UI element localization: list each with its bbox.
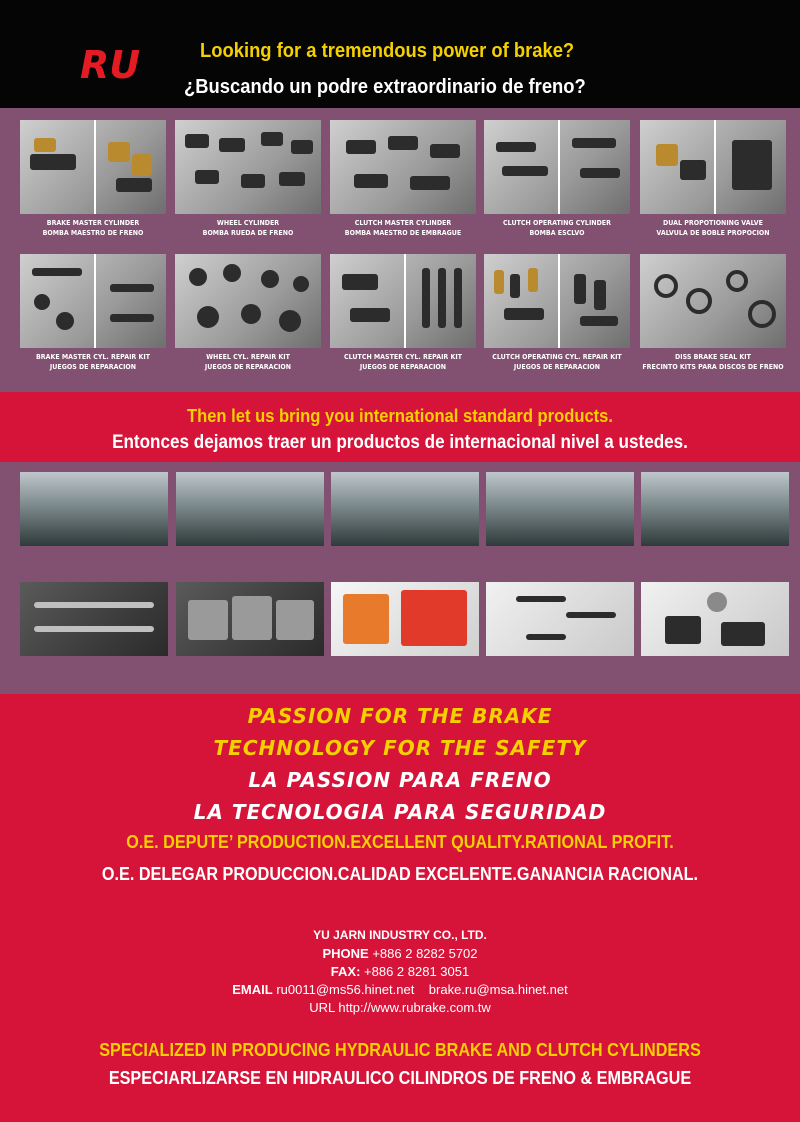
wheel-cylinder-photo [641,582,789,656]
ru-logo-icon [78,40,166,86]
product-caption-en: WHEEL CYLINDER [216,219,280,227]
packaging-photo [331,582,479,656]
parts-photo [20,582,168,656]
product-caption-en: CLUTCH MASTER CYLINDER [354,219,452,227]
oe-statement-en: O.E. DEPUTE’ PRODUCTION.EXCELLENT QUALITY.RATIONAL PROFIT. [126,832,674,852]
tagline-en: Then let us bring you international standard products. [186,406,613,426]
product-caption-en: CLUTCH OPERATING CYL. REPAIR KIT [492,353,622,361]
product-caption-es: BOMBA MAESTRO DE FRENO [42,229,144,237]
product-section [0,108,800,392]
header-question-en: Looking for a tremendous power of brake? [200,40,575,62]
phone-line [0,946,800,961]
product-caption-es: JUEGOS DE REPARACION [513,363,601,371]
phone-label: PHONE [322,946,369,961]
product-caption-es: JUEGOS DE REPARACION [49,363,137,371]
product-caption-es: BOMBA ESCLVO [529,229,585,237]
product-caption-es: BOMBA MAESTRO DE EMBRAGUE [344,229,462,237]
footer-specialty-en: SPECIALIZED IN PRODUCING HYDRAULIC BRAKE AND CLUTCH CYLINDERS [99,1040,701,1060]
product-photo [175,120,321,214]
fax-line [0,964,800,979]
tagline-es: Entonces dejamos traer un productos de internacional nivel a ustedes. [112,432,688,453]
pistons-photo [486,582,634,656]
footer-specialty-es: ESPECIARLIZARSE EN HIDRAULICO CILINDROS DE FRENO & EMBRAGUE [108,1068,692,1088]
product-photo [20,120,166,214]
product-photo [20,254,166,348]
product-photo [640,254,786,348]
factory-gallery [0,462,800,694]
slogan-technology-en: TECHNOLOGY FOR THE SAFETY [213,736,587,760]
email-label: EMAIL [232,982,273,997]
fax-value: +886 2 8281 3051 [364,964,470,979]
url-label: URL [309,1000,335,1015]
product-caption-es: JUEGOS DE REPARACION [204,363,292,371]
product-caption-en: WHEEL CYL. REPAIR KIT [206,353,290,361]
product-caption-es: BOMBA RUEDA DE FRENO [202,229,294,237]
factory-photo [176,472,324,546]
phone-value: +886 2 8282 5702 [372,946,478,961]
tagline-section [0,392,800,462]
product-caption-en: BRAKE MASTER CYL. REPAIR KIT [35,353,150,361]
email-value[interactable]: ru0011@ms56.hinet.net brake.ru@msa.hinet.net [276,982,568,997]
product-photo [330,120,476,214]
slogan-passion-es: LA PASSION PARA FRENO [248,768,552,792]
product-caption-en: BRAKE MASTER CYLINDER [46,219,140,227]
factory-photo [641,472,789,546]
factory-photo [20,472,168,546]
slogan-passion-en: PASSION FOR THE BRAKE [247,704,553,728]
email-line [0,982,800,997]
product-caption-en: CLUTCH MASTER CYL. REPAIR KIT [343,353,463,361]
product-caption-es: FRECINTO KITS PARA DISCOS DE FRENO [642,363,784,371]
product-caption-en: DUAL PROPOTIONING VALVE [663,219,763,227]
product-photo [640,120,786,214]
slogan-technology-es: LA TECNOLOGIA PARA SEGURIDAD [193,800,607,824]
factory-photo [331,472,479,546]
header-banner [0,0,800,108]
oe-statement-es: O.E. DELEGAR PRODUCCION.CALIDAD EXCELENTE.GANANCIA RACIONAL. [101,864,699,884]
product-photo [484,254,630,348]
header-question-es: ¿Buscando un podre extraordinario de freno? [184,76,586,98]
company-name: YU JARN INDUSTRY CO., LTD. [313,928,487,942]
url-link[interactable]: http://www.rubrake.com.tw [338,1000,491,1015]
product-caption-en: DISS BRAKE SEAL KIT [675,353,751,361]
fax-label: FAX: [330,964,361,979]
product-photo [484,120,630,214]
product-photo [330,254,476,348]
product-caption-es: VALVULA DE BOBLE PROPOCION [656,229,770,237]
product-photo [175,254,321,348]
logo-text: RU [80,43,141,86]
factory-photo [486,472,634,546]
parts-photo [176,582,324,656]
product-caption-es: JUEGOS DE REPARACION [359,363,447,371]
url-line [0,1000,800,1015]
product-caption-en: CLUTCH OPERATING CYLINDER [503,219,611,227]
